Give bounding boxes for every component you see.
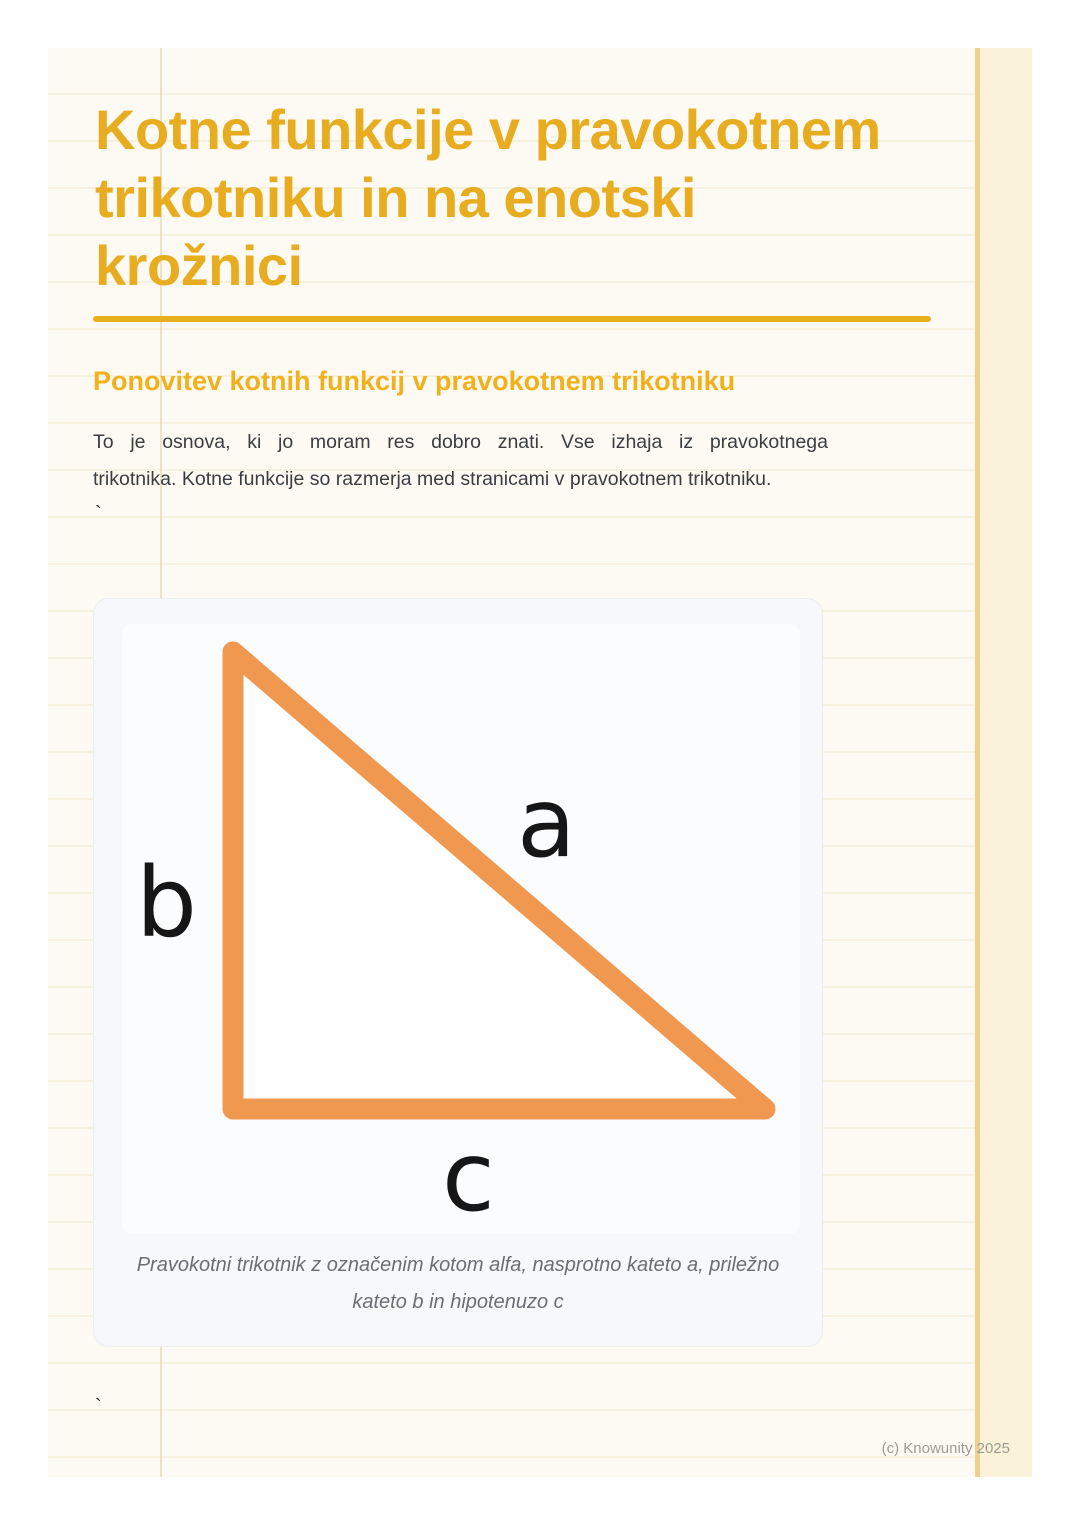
figure-caption bbox=[94, 1247, 822, 1321]
title-divider-rule bbox=[93, 316, 931, 322]
page-title-line-2: trikotniku in na enotski bbox=[95, 166, 696, 229]
body-paragraph bbox=[93, 424, 828, 498]
body-paragraph-line-1: To je osnova, ki jo moram res dobro znati. Vse izhaja iz pravokotnega bbox=[93, 431, 828, 453]
stray-backtick-bottom: ` bbox=[95, 1396, 102, 1418]
figure-caption-line-2: kateto b in hipotenuzo c bbox=[352, 1291, 564, 1313]
triangle-figure-card bbox=[93, 598, 823, 1347]
label-hypotenuse-a: a bbox=[517, 767, 576, 879]
right-triangle-drawing bbox=[122, 624, 800, 1234]
right-triangle-shape bbox=[233, 652, 765, 1109]
page-title-line-3: krožnici bbox=[95, 234, 303, 297]
page-title bbox=[95, 96, 955, 300]
body-paragraph-line-2: trikotnika. Kotne funkcije so razmerja med stranicami v pravokotnem trikotniku. bbox=[93, 468, 772, 490]
stray-backtick-top: ` bbox=[95, 503, 102, 525]
label-leg-c: c bbox=[442, 1121, 495, 1233]
section-heading: Ponovitev kotnih funkcij v pravokotnem trikotniku bbox=[93, 366, 736, 396]
label-leg-b: b bbox=[136, 847, 197, 959]
document-page bbox=[48, 48, 1032, 1477]
right-edge-accent-line bbox=[975, 48, 980, 1477]
copyright-note: (c) Knowunity 2025 bbox=[881, 1440, 1010, 1457]
right-edge-band bbox=[980, 48, 1032, 1477]
figure-caption-line-1: Pravokotni trikotnik z označenim kotom alfa, nasprotno kateto a, priležno bbox=[136, 1254, 780, 1276]
triangle-figure-image bbox=[122, 624, 800, 1234]
page-title-line-1: Kotne funkcije v pravokotnem bbox=[95, 98, 881, 161]
